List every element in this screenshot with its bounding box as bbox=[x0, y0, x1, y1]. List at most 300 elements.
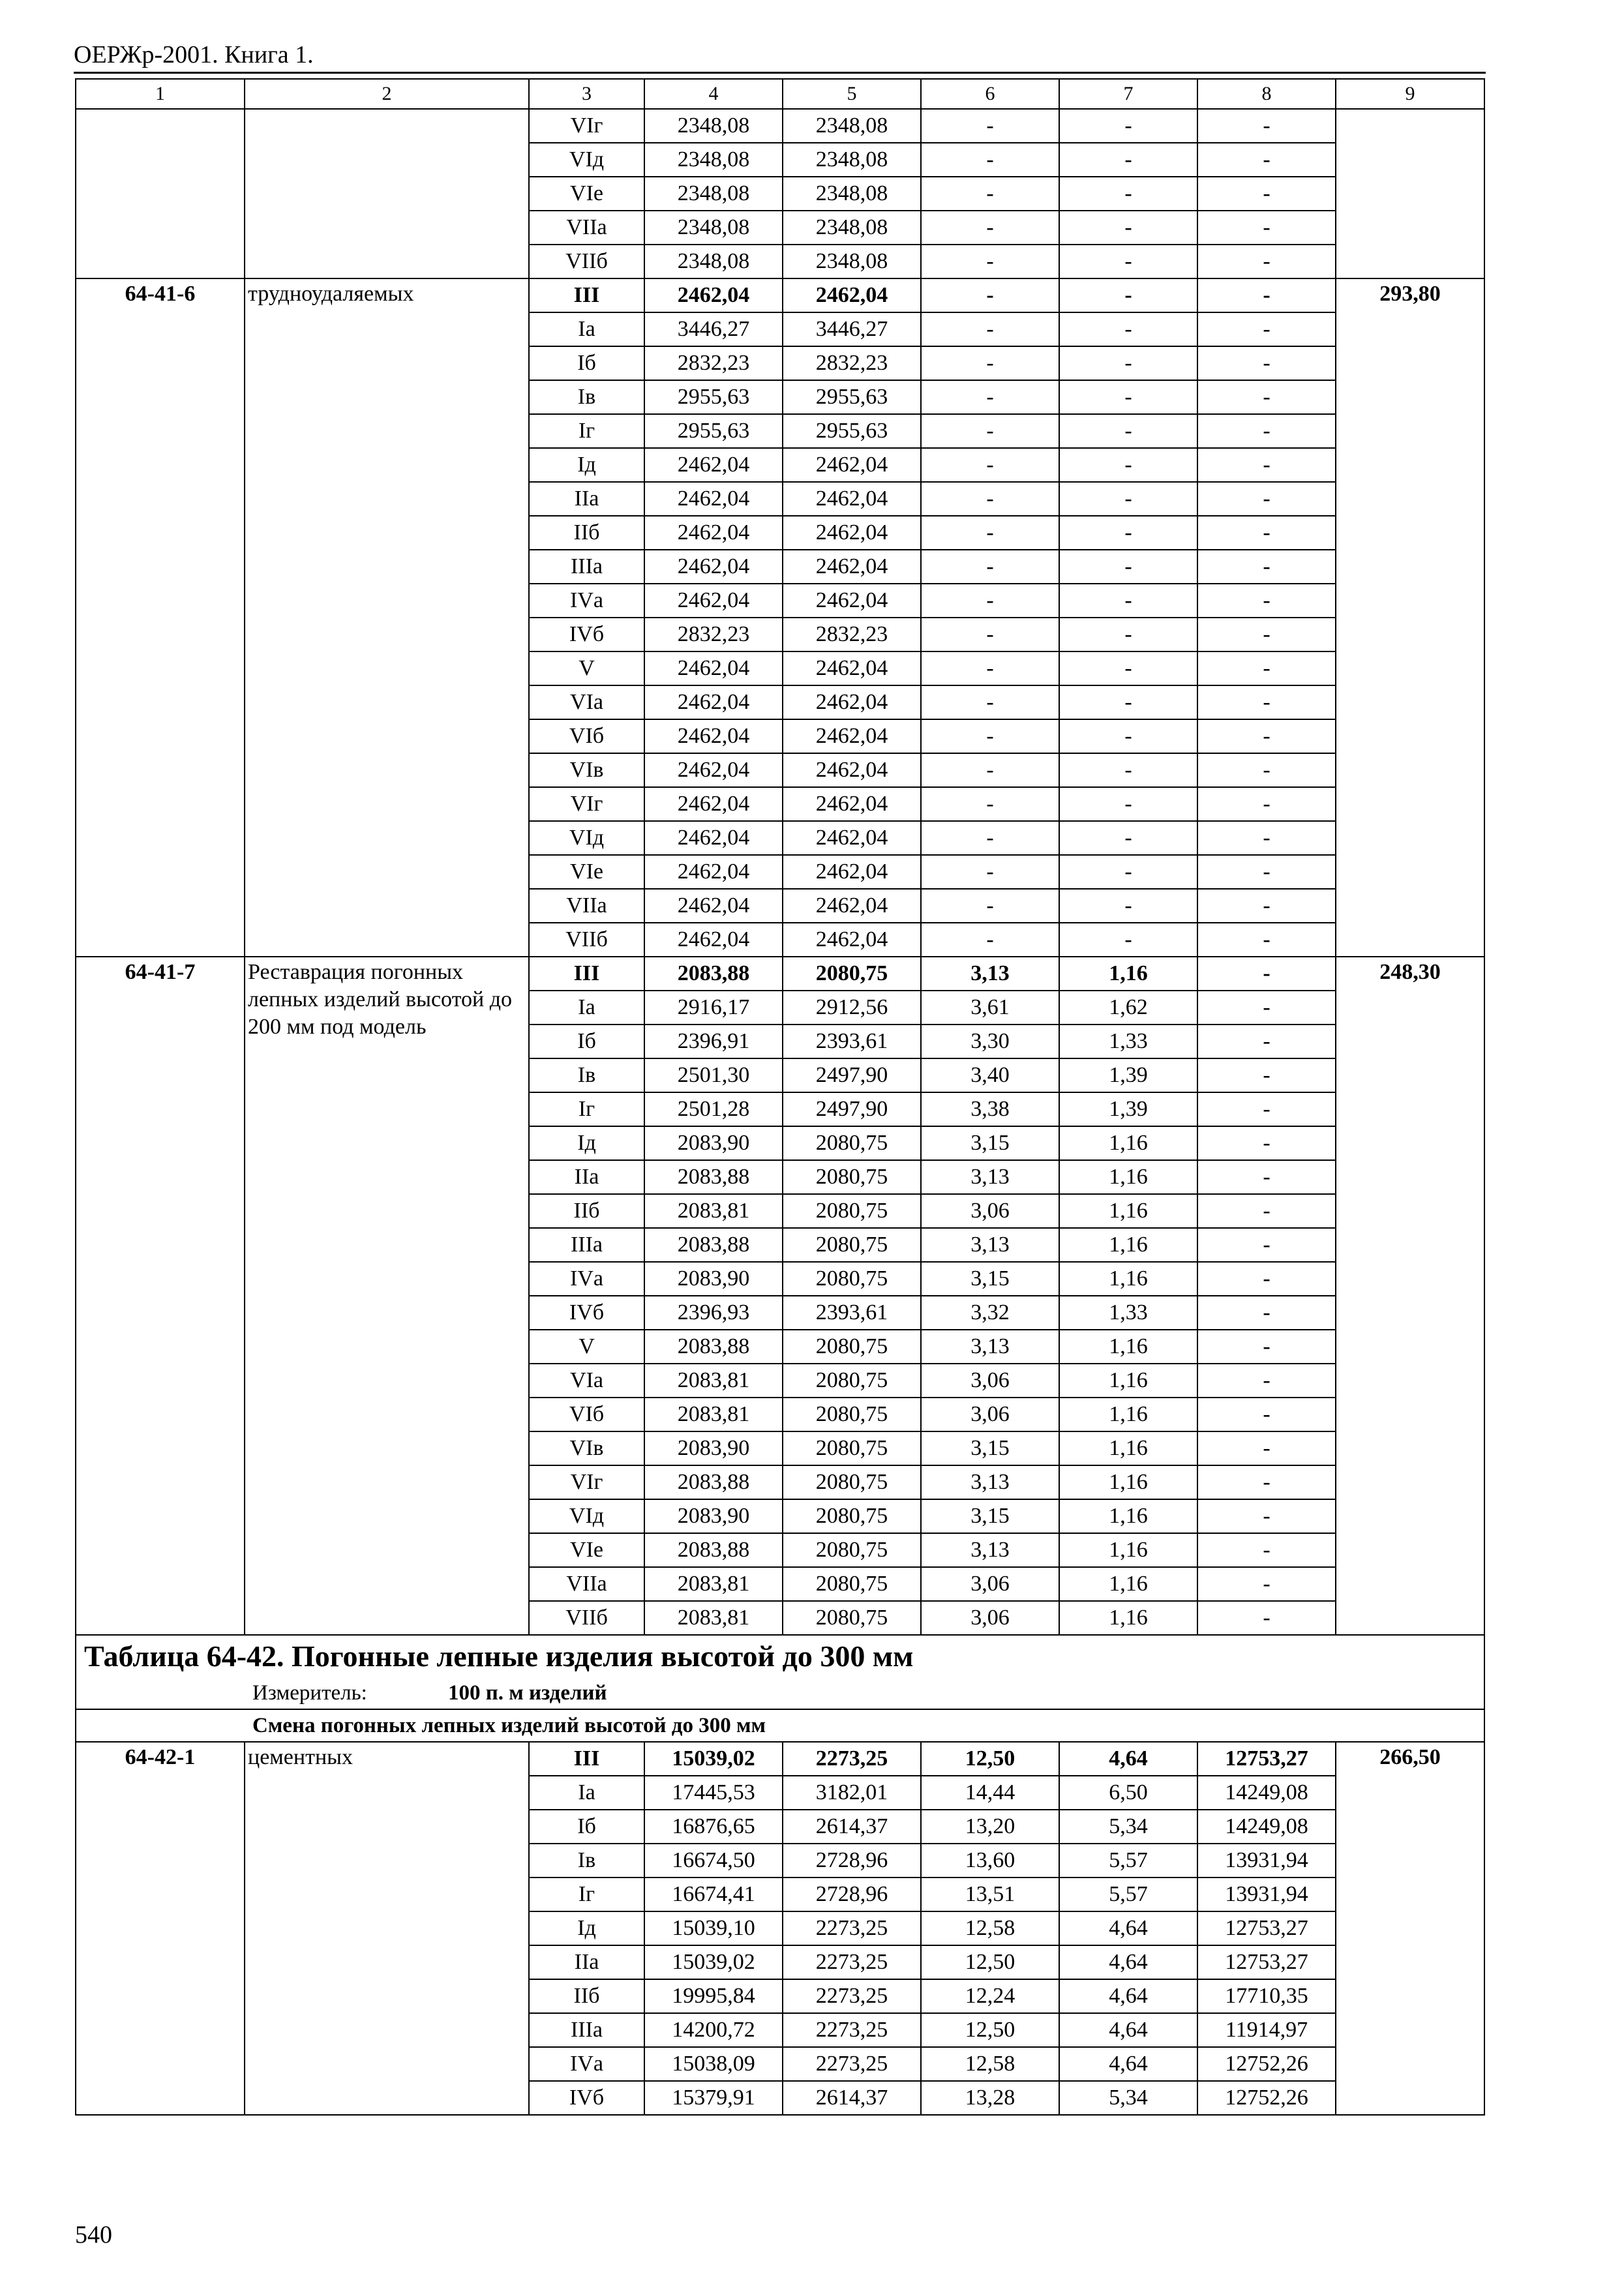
region-code: IIа bbox=[529, 1945, 644, 1979]
cell-value: 3,13 bbox=[921, 957, 1059, 991]
cell-value: 16674,41 bbox=[644, 1878, 783, 1911]
cell-value: - bbox=[1059, 821, 1197, 855]
column-number: 4 bbox=[644, 79, 783, 109]
cell-value: 2080,75 bbox=[783, 1330, 921, 1364]
cell-value: 1,16 bbox=[1059, 1499, 1197, 1533]
region-code: VIIб bbox=[529, 923, 644, 957]
cell-value: 1,39 bbox=[1059, 1058, 1197, 1092]
cell-value: 3,40 bbox=[921, 1058, 1059, 1092]
cell-value: - bbox=[1059, 923, 1197, 957]
region-code: Iб bbox=[529, 1810, 644, 1844]
cell-value: 13931,94 bbox=[1197, 1878, 1336, 1911]
cell-value: - bbox=[1197, 550, 1336, 584]
cell-value: - bbox=[921, 312, 1059, 346]
cell-value: - bbox=[921, 719, 1059, 753]
cell-value: 6,50 bbox=[1059, 1776, 1197, 1810]
region-code: IIIа bbox=[529, 550, 644, 584]
cell-value: - bbox=[1059, 211, 1197, 245]
measure-cell bbox=[76, 1677, 1484, 1709]
cell-value: 14249,08 bbox=[1197, 1810, 1336, 1844]
cell-value: 2348,08 bbox=[783, 177, 921, 211]
cell-value: - bbox=[921, 618, 1059, 651]
cell-value: - bbox=[921, 584, 1059, 618]
cell-value: 11914,97 bbox=[1197, 2013, 1336, 2047]
cell-value: 12,58 bbox=[921, 1911, 1059, 1945]
cell-value: 5,57 bbox=[1059, 1878, 1197, 1911]
cell-value: - bbox=[1197, 1126, 1336, 1160]
cell-value: 2832,23 bbox=[783, 346, 921, 380]
cell-value: 3,15 bbox=[921, 1126, 1059, 1160]
measure-value: 100 п. м изделий bbox=[448, 1681, 607, 1705]
cell-value: - bbox=[1197, 482, 1336, 516]
cell-value: 4,64 bbox=[1059, 2047, 1197, 2081]
cell-value: 2462,04 bbox=[644, 753, 783, 787]
cell-value: - bbox=[1197, 1058, 1336, 1092]
cell-value: - bbox=[1197, 787, 1336, 821]
region-code: IIб bbox=[529, 1979, 644, 2013]
cell-value: 2083,90 bbox=[644, 1431, 783, 1465]
cell-value: 12753,27 bbox=[1197, 1742, 1336, 1776]
cell-value: - bbox=[1197, 1194, 1336, 1228]
cell-value: 2462,04 bbox=[644, 923, 783, 957]
cell-value: 4,64 bbox=[1059, 2013, 1197, 2047]
cell-value: 2080,75 bbox=[783, 1601, 921, 1635]
column-number: 2 bbox=[245, 79, 529, 109]
cell-value: 2462,04 bbox=[783, 482, 921, 516]
region-code: Iб bbox=[529, 346, 644, 380]
cell-value: - bbox=[1197, 855, 1336, 889]
cell-value: 2462,04 bbox=[644, 787, 783, 821]
cell-value: - bbox=[1197, 923, 1336, 957]
cell-value: 2462,04 bbox=[783, 516, 921, 550]
cell-value: 13931,94 bbox=[1197, 1844, 1336, 1878]
cell-value: 3182,01 bbox=[783, 1776, 921, 1810]
cell-value: 15039,02 bbox=[644, 1945, 783, 1979]
cell-value: 3,13 bbox=[921, 1160, 1059, 1194]
item-code bbox=[76, 109, 245, 278]
cell-value: 2832,23 bbox=[783, 618, 921, 651]
cell-value: 4,64 bbox=[1059, 1911, 1197, 1945]
cell-value: - bbox=[1059, 753, 1197, 787]
cell-value: - bbox=[1197, 618, 1336, 651]
cell-value: 12753,27 bbox=[1197, 1945, 1336, 1979]
cell-value: - bbox=[1197, 1601, 1336, 1635]
region-code: IVа bbox=[529, 1262, 644, 1296]
cell-value: 2462,04 bbox=[783, 550, 921, 584]
cell-value: - bbox=[921, 855, 1059, 889]
cell-value: - bbox=[921, 753, 1059, 787]
cell-value: - bbox=[1197, 1092, 1336, 1126]
cell-value: 2080,75 bbox=[783, 1364, 921, 1398]
section-subtitle-row bbox=[76, 1709, 1484, 1742]
cell-value: 3,15 bbox=[921, 1431, 1059, 1465]
cell-value: 2614,37 bbox=[783, 1810, 921, 1844]
cell-value: 16674,50 bbox=[644, 1844, 783, 1878]
cell-value: - bbox=[1059, 245, 1197, 278]
cell-value: 2462,04 bbox=[644, 516, 783, 550]
cell-value: 14200,72 bbox=[644, 2013, 783, 2047]
cell-value: 2462,04 bbox=[644, 482, 783, 516]
cell-value: 2348,08 bbox=[644, 177, 783, 211]
cell-value: - bbox=[921, 278, 1059, 312]
cell-value: - bbox=[1197, 143, 1336, 177]
table-row bbox=[76, 278, 1484, 312]
cell-value: 2916,17 bbox=[644, 991, 783, 1025]
region-code: IVа bbox=[529, 2047, 644, 2081]
cell-value: 2348,08 bbox=[644, 211, 783, 245]
cell-value: 2273,25 bbox=[783, 2047, 921, 2081]
cell-value: 1,16 bbox=[1059, 1364, 1197, 1398]
region-code: III bbox=[529, 1742, 644, 1776]
column-number-row bbox=[76, 79, 1484, 109]
cell-value: 2083,88 bbox=[644, 957, 783, 991]
column-number: 6 bbox=[921, 79, 1059, 109]
region-code: IIа bbox=[529, 482, 644, 516]
cell-value: - bbox=[1197, 245, 1336, 278]
table-row bbox=[76, 957, 1484, 991]
region-code: VIд bbox=[529, 1499, 644, 1533]
cell-value: - bbox=[1059, 177, 1197, 211]
item-name bbox=[245, 109, 529, 278]
cell-value: 3,13 bbox=[921, 1330, 1059, 1364]
region-code: VIв bbox=[529, 753, 644, 787]
cell-value: 1,16 bbox=[1059, 957, 1197, 991]
region-code: Iа bbox=[529, 1776, 644, 1810]
cell-value: 2462,04 bbox=[783, 855, 921, 889]
cell-value: - bbox=[1197, 1465, 1336, 1499]
cell-value: 2832,23 bbox=[644, 346, 783, 380]
cell-value: - bbox=[1197, 1160, 1336, 1194]
cell-value: 3,30 bbox=[921, 1025, 1059, 1058]
cell-value: 13,28 bbox=[921, 2081, 1059, 2115]
cell-value: - bbox=[1059, 787, 1197, 821]
cell-value: 2501,28 bbox=[644, 1092, 783, 1126]
item-code: 64-42-1 bbox=[76, 1742, 245, 2115]
cell-value: 2273,25 bbox=[783, 2013, 921, 2047]
cell-value: 2462,04 bbox=[644, 550, 783, 584]
cell-value: 13,51 bbox=[921, 1878, 1059, 1911]
cell-value: 2728,96 bbox=[783, 1844, 921, 1878]
cell-value: 2462,04 bbox=[644, 278, 783, 312]
cell-value: 3,61 bbox=[921, 991, 1059, 1025]
cell-value: - bbox=[921, 550, 1059, 584]
column-number: 7 bbox=[1059, 79, 1197, 109]
column-number: 5 bbox=[783, 79, 921, 109]
region-code: Iг bbox=[529, 1878, 644, 1911]
cell-value: 2083,90 bbox=[644, 1499, 783, 1533]
region-code: Iа bbox=[529, 991, 644, 1025]
cell-value: - bbox=[1197, 1330, 1336, 1364]
cell-value: 14,44 bbox=[921, 1776, 1059, 1810]
table-title: Таблица 64-42. Погонные лепные изделия высотой до 300 мм bbox=[76, 1635, 1484, 1677]
cell-value: - bbox=[1197, 1296, 1336, 1330]
cell-value: 2083,81 bbox=[644, 1567, 783, 1601]
cell-value: 3,06 bbox=[921, 1364, 1059, 1398]
column-number: 8 bbox=[1197, 79, 1336, 109]
cell-value: 12752,26 bbox=[1197, 2047, 1336, 2081]
table-caption-row bbox=[76, 1635, 1484, 1677]
cell-value: 3446,27 bbox=[783, 312, 921, 346]
cell-value: 12,50 bbox=[921, 2013, 1059, 2047]
cell-value: - bbox=[921, 211, 1059, 245]
region-code: VIа bbox=[529, 685, 644, 719]
cell-value: 2396,93 bbox=[644, 1296, 783, 1330]
cell-value: 2348,08 bbox=[644, 245, 783, 278]
cell-value: 2080,75 bbox=[783, 1533, 921, 1567]
cell-value: 2080,75 bbox=[783, 1465, 921, 1499]
page-number: 540 bbox=[75, 2221, 112, 2249]
cell-value: - bbox=[1197, 1499, 1336, 1533]
cell-value: - bbox=[1197, 346, 1336, 380]
cell-value: 1,16 bbox=[1059, 1567, 1197, 1601]
cell-value: 2462,04 bbox=[644, 719, 783, 753]
cell-value: - bbox=[1059, 380, 1197, 414]
cell-value: 12,50 bbox=[921, 1945, 1059, 1979]
region-code: Iв bbox=[529, 1058, 644, 1092]
cell-value: - bbox=[921, 414, 1059, 448]
cell-value: 2080,75 bbox=[783, 1228, 921, 1262]
cell-value: 4,64 bbox=[1059, 1945, 1197, 1979]
cell-value: - bbox=[1059, 855, 1197, 889]
cell-value: 2955,63 bbox=[783, 414, 921, 448]
cell-value: 2955,63 bbox=[644, 414, 783, 448]
region-code: V bbox=[529, 1330, 644, 1364]
region-code: III bbox=[529, 957, 644, 991]
measure-row bbox=[76, 1677, 1484, 1709]
cell-value: 5,57 bbox=[1059, 1844, 1197, 1878]
cell-value: - bbox=[921, 923, 1059, 957]
region-code: Iд bbox=[529, 1126, 644, 1160]
cell-value: 3446,27 bbox=[644, 312, 783, 346]
cell-value: 3,32 bbox=[921, 1296, 1059, 1330]
cell-value: 2501,30 bbox=[644, 1058, 783, 1092]
column-number: 9 bbox=[1336, 79, 1484, 109]
cell-value: - bbox=[921, 685, 1059, 719]
cell-value: - bbox=[1197, 685, 1336, 719]
cell-value: 2080,75 bbox=[783, 957, 921, 991]
region-code: V bbox=[529, 651, 644, 685]
region-code: Iа bbox=[529, 312, 644, 346]
cell-value: 2273,25 bbox=[783, 1742, 921, 1776]
cell-value: 1,16 bbox=[1059, 1194, 1197, 1228]
region-code: III bbox=[529, 278, 644, 312]
cell-value: 3,13 bbox=[921, 1465, 1059, 1499]
cell-value: 3,06 bbox=[921, 1398, 1059, 1431]
cell-value: - bbox=[1197, 1398, 1336, 1431]
cell-value: - bbox=[1059, 109, 1197, 143]
region-code: IVб bbox=[529, 1296, 644, 1330]
cell-value: 2083,90 bbox=[644, 1126, 783, 1160]
cell-value: 1,16 bbox=[1059, 1465, 1197, 1499]
region-code: VIIа bbox=[529, 211, 644, 245]
cell-value: 1,16 bbox=[1059, 1398, 1197, 1431]
cell-value: 13,60 bbox=[921, 1844, 1059, 1878]
cell-value: - bbox=[1197, 1533, 1336, 1567]
cell-value: - bbox=[1197, 380, 1336, 414]
cell-value: 13,20 bbox=[921, 1810, 1059, 1844]
cell-value: 2080,75 bbox=[783, 1567, 921, 1601]
region-code: Iв bbox=[529, 1844, 644, 1878]
cell-value: 2083,81 bbox=[644, 1601, 783, 1635]
region-code: VIе bbox=[529, 1533, 644, 1567]
item-code: 64-41-7 bbox=[76, 957, 245, 1635]
cell-value: - bbox=[1059, 651, 1197, 685]
cell-value: - bbox=[1059, 719, 1197, 753]
cell-value: 2348,08 bbox=[783, 143, 921, 177]
cell-value: 2080,75 bbox=[783, 1431, 921, 1465]
cell-value: - bbox=[1059, 550, 1197, 584]
cell-value: 1,62 bbox=[1059, 991, 1197, 1025]
cell-value: - bbox=[1197, 821, 1336, 855]
cell-value: - bbox=[921, 245, 1059, 278]
region-code: VIг bbox=[529, 109, 644, 143]
cell-value: 2955,63 bbox=[783, 380, 921, 414]
cell-value: 2083,88 bbox=[644, 1160, 783, 1194]
cell-value: 2083,81 bbox=[644, 1398, 783, 1431]
cell-value: 2083,81 bbox=[644, 1194, 783, 1228]
region-code: IIа bbox=[529, 1160, 644, 1194]
region-code: VIб bbox=[529, 719, 644, 753]
cell-value: 12,24 bbox=[921, 1979, 1059, 2013]
cell-value: 3,15 bbox=[921, 1262, 1059, 1296]
section-subtitle: Смена погонных лепных изделий высотой до 300 мм bbox=[76, 1709, 1484, 1742]
region-code: VIг bbox=[529, 787, 644, 821]
cell-value: 2462,04 bbox=[783, 753, 921, 787]
cell-value: 2083,88 bbox=[644, 1533, 783, 1567]
region-code: VIв bbox=[529, 1431, 644, 1465]
cell-value: 4,64 bbox=[1059, 1742, 1197, 1776]
cell-value: 1,16 bbox=[1059, 1533, 1197, 1567]
cell-value: - bbox=[1197, 753, 1336, 787]
price-table bbox=[75, 78, 1485, 2116]
cell-value: 2348,08 bbox=[783, 245, 921, 278]
cell-value: 1,16 bbox=[1059, 1601, 1197, 1635]
cell-value: 2083,81 bbox=[644, 1364, 783, 1398]
region-code: Iд bbox=[529, 1911, 644, 1945]
region-code: IVб bbox=[529, 618, 644, 651]
cell-value: - bbox=[1197, 109, 1336, 143]
cell-value: 17445,53 bbox=[644, 1776, 783, 1810]
region-code: VIIб bbox=[529, 245, 644, 278]
cell-value: 2462,04 bbox=[783, 889, 921, 923]
region-code: VIIа bbox=[529, 889, 644, 923]
cell-value: 2083,88 bbox=[644, 1228, 783, 1262]
cell-value: - bbox=[1197, 1262, 1336, 1296]
table-row bbox=[76, 1742, 1484, 1776]
cell-value: - bbox=[1197, 1364, 1336, 1398]
cell-value: - bbox=[1197, 957, 1336, 991]
cell-value: - bbox=[1197, 414, 1336, 448]
cell-value: 2832,23 bbox=[644, 618, 783, 651]
cell-value: 2462,04 bbox=[644, 584, 783, 618]
cell-value: - bbox=[921, 651, 1059, 685]
region-code: IVб bbox=[529, 2081, 644, 2115]
cell-value: 2462,04 bbox=[783, 685, 921, 719]
cell-value: - bbox=[1059, 584, 1197, 618]
cell-value: - bbox=[1197, 448, 1336, 482]
cell-value: 2080,75 bbox=[783, 1398, 921, 1431]
cell-value: - bbox=[1059, 618, 1197, 651]
cell-value: - bbox=[1197, 889, 1336, 923]
cell-value: 2396,91 bbox=[644, 1025, 783, 1058]
region-code: VIд bbox=[529, 143, 644, 177]
cell-value: - bbox=[1197, 211, 1336, 245]
item-name: цементных bbox=[245, 1742, 529, 2115]
cell-value: - bbox=[921, 448, 1059, 482]
header-divider bbox=[74, 72, 1486, 74]
region-code: VIе bbox=[529, 855, 644, 889]
labor-total: 293,80 bbox=[1336, 278, 1484, 957]
measure-label: Измеритель: bbox=[252, 1681, 367, 1705]
cell-value: 1,16 bbox=[1059, 1228, 1197, 1262]
column-number: 3 bbox=[529, 79, 644, 109]
cell-value: - bbox=[921, 177, 1059, 211]
cell-value: - bbox=[1197, 177, 1336, 211]
cell-value: - bbox=[921, 889, 1059, 923]
cell-value: 2348,08 bbox=[644, 143, 783, 177]
cell-value: - bbox=[1197, 651, 1336, 685]
cell-value: 2348,08 bbox=[644, 109, 783, 143]
cell-value: 1,16 bbox=[1059, 1431, 1197, 1465]
cell-value: 2462,04 bbox=[783, 821, 921, 855]
cell-value: 2497,90 bbox=[783, 1092, 921, 1126]
item-code: 64-41-6 bbox=[76, 278, 245, 957]
labor-total: 248,30 bbox=[1336, 957, 1484, 1635]
region-code: IVа bbox=[529, 584, 644, 618]
cell-value: 2080,75 bbox=[783, 1126, 921, 1160]
cell-value: 2912,56 bbox=[783, 991, 921, 1025]
cell-value: 2083,88 bbox=[644, 1465, 783, 1499]
cell-value: 2955,63 bbox=[644, 380, 783, 414]
cell-value: 3,06 bbox=[921, 1601, 1059, 1635]
cell-value: 2462,04 bbox=[644, 821, 783, 855]
cell-value: 2462,04 bbox=[783, 719, 921, 753]
cell-value: - bbox=[1059, 889, 1197, 923]
cell-value: 3,06 bbox=[921, 1567, 1059, 1601]
cell-value: 2080,75 bbox=[783, 1499, 921, 1533]
region-code: Iв bbox=[529, 380, 644, 414]
region-code: VIе bbox=[529, 177, 644, 211]
region-code: IIб bbox=[529, 516, 644, 550]
region-code: IIIа bbox=[529, 1228, 644, 1262]
cell-value: 3,15 bbox=[921, 1499, 1059, 1533]
cell-value: - bbox=[1197, 1567, 1336, 1601]
region-code: VIа bbox=[529, 1364, 644, 1398]
cell-value: 1,39 bbox=[1059, 1092, 1197, 1126]
cell-value: 2462,04 bbox=[783, 584, 921, 618]
labor-total: 266,50 bbox=[1336, 1742, 1484, 2115]
cell-value: 2393,61 bbox=[783, 1025, 921, 1058]
cell-value: 15038,09 bbox=[644, 2047, 783, 2081]
page-header-title: ОЕРЖр-2001. Книга 1. bbox=[74, 41, 314, 68]
cell-value: - bbox=[1059, 685, 1197, 719]
cell-value: 2348,08 bbox=[783, 211, 921, 245]
cell-value: 2273,25 bbox=[783, 1911, 921, 1945]
cell-value: - bbox=[1197, 1228, 1336, 1262]
cell-value: 1,16 bbox=[1059, 1330, 1197, 1364]
cell-value: - bbox=[1197, 312, 1336, 346]
cell-value: 12,58 bbox=[921, 2047, 1059, 2081]
region-code: Iг bbox=[529, 1092, 644, 1126]
cell-value: - bbox=[1197, 991, 1336, 1025]
cell-value: 4,64 bbox=[1059, 1979, 1197, 2013]
cell-value: 2393,61 bbox=[783, 1296, 921, 1330]
cell-value: 12753,27 bbox=[1197, 1911, 1336, 1945]
cell-value: - bbox=[1059, 516, 1197, 550]
cell-value: 3,06 bbox=[921, 1194, 1059, 1228]
cell-value: 2083,88 bbox=[644, 1330, 783, 1364]
item-name: Реставрация погонных лепных изделий высотой до 200 мм под модель bbox=[245, 957, 529, 1635]
